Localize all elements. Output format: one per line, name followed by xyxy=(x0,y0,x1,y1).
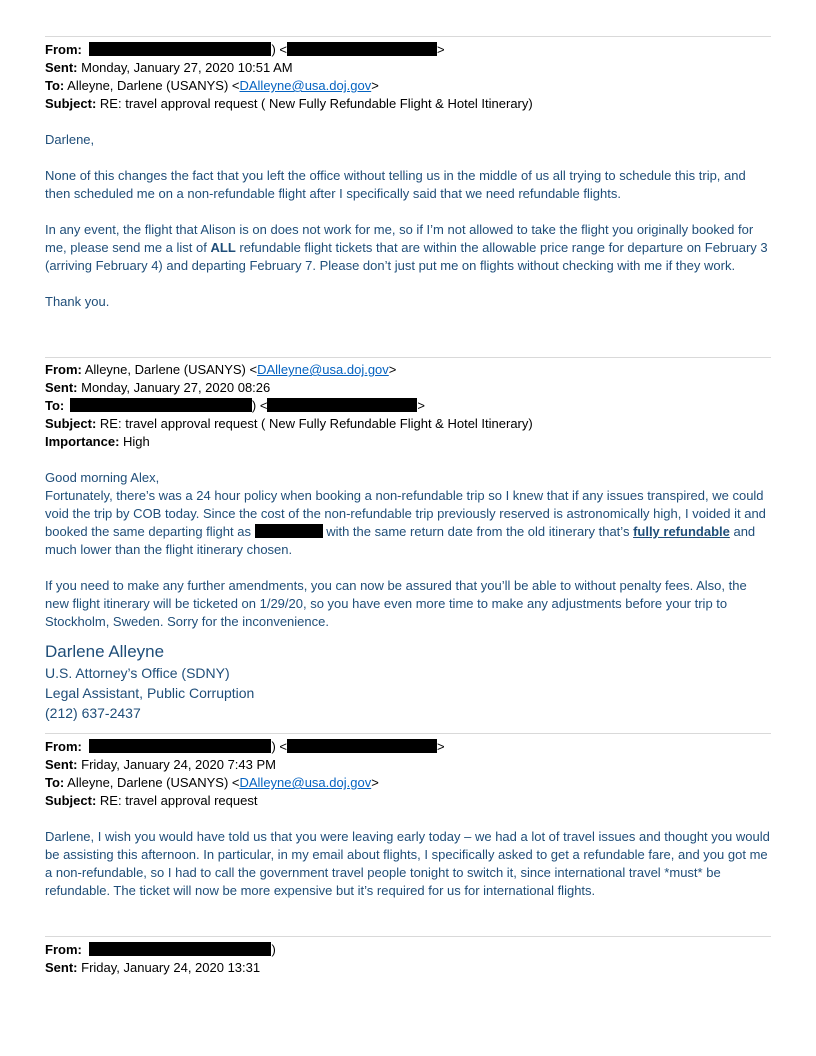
to-email-link[interactable]: DAlleyne@usa.doj.gov xyxy=(239,775,372,790)
redaction-box xyxy=(255,524,323,538)
sent-line xyxy=(45,59,771,77)
sent-line xyxy=(45,756,771,774)
to-name: Alleyne, Darlene (USANYS) < xyxy=(67,78,240,93)
paragraph: None of this changes the fact that you left the office without telling us in the middle of us all trying to schedule this trip, and then scheduled me on a non-refundable flight after I specifically said that we need refundable flights. xyxy=(45,168,746,201)
from-end: > xyxy=(437,739,445,754)
to-label: To: xyxy=(45,398,65,413)
greeting: Good morning Alex, xyxy=(45,470,160,485)
importance-label: Importance: xyxy=(45,434,120,449)
paragraph-text: refundable flight tickets that are within the allowable price range for departure on February 3 (arriving February 4) and departing February 7. Please don’t just put me on flights without checking with me if they work. xyxy=(45,240,768,273)
divider xyxy=(45,733,771,734)
email-header xyxy=(45,361,771,451)
from-label: From: xyxy=(45,942,82,957)
from-end: > xyxy=(388,362,397,377)
from-email-link[interactable]: DAlleyne@usa.doj.gov xyxy=(257,362,389,377)
subject-line xyxy=(45,415,771,433)
email-header xyxy=(45,941,771,977)
email-body xyxy=(45,828,771,900)
redaction-box xyxy=(89,42,271,56)
divider xyxy=(45,357,771,358)
sent-value: Friday, January 24, 2020 7:43 PM xyxy=(81,757,276,772)
closing: Thank you. xyxy=(45,294,110,309)
from-line xyxy=(45,361,771,379)
signature-name: Darlene Alleyne xyxy=(45,642,165,661)
signature-phone: (212) 637-2437 xyxy=(45,705,141,721)
subject-value: RE: travel approval request ( New Fully Refundable Flight & Hotel Itinerary) xyxy=(99,416,533,431)
redaction-box xyxy=(287,739,437,753)
redaction-box xyxy=(267,398,417,412)
sent-label: Sent: xyxy=(45,60,78,75)
subject-value: RE: travel approval request xyxy=(99,793,258,808)
to-email-link[interactable]: DAlleyne@usa.doj.gov xyxy=(239,78,372,93)
sent-label: Sent: xyxy=(45,960,78,975)
from-line xyxy=(45,738,771,756)
sent-value: Monday, January 27, 2020 10:51 AM xyxy=(81,60,293,75)
sent-label: Sent: xyxy=(45,757,78,772)
subject-label: Subject: xyxy=(45,416,97,431)
subject-line xyxy=(45,95,771,113)
subject-value: RE: travel approval request ( New Fully Refundable Flight & Hotel Itinerary) xyxy=(99,96,533,111)
to-end: > xyxy=(371,775,379,790)
to-name: Alleyne, Darlene (USANYS) < xyxy=(67,775,240,790)
email-body xyxy=(45,469,771,631)
email-header xyxy=(45,41,771,113)
from-label: From: xyxy=(45,362,82,377)
from-line xyxy=(45,41,771,59)
paragraph-text: Fortunately, there’s was a 24 hour policy when booking a non-refundable trip so I knew that if any issues transpired, we could void the trip by COB today. Since the cost of the non-refundable trip previously reserved is astronomically high, I voided it and booked the same departing flight as xyxy=(45,488,766,539)
divider xyxy=(45,936,771,937)
signature-office: U.S. Attorney’s Office (SDNY) xyxy=(45,665,230,681)
from-label: From: xyxy=(45,739,82,754)
paragraph: Darlene, I wish you would have told us that you were leaving early today – we had a lot of travel issues and thought you would be assisting this afternoon. In particular, in my email about flights, I specifically asked to get a refundable fare, and you got me a non-refundable, so I had to call the government travel people tonight to switch it, since international travel *must* be refundable. The ticket will now be more expensive but it’s required for us for international flights. xyxy=(45,829,770,898)
emphasis-fully-refundable: fully refundable xyxy=(633,524,730,539)
divider xyxy=(45,36,771,37)
paragraph: If you need to make any further amendments, you can now be assured that you’ll be able to without penalty fees. Also, the new flight itinerary will be ticketed on 1/29/20, so you have even more time to make any adjustments before your trip to Stockholm, Sweden. Sorry for the inconvenience. xyxy=(45,578,747,629)
sent-label: Sent: xyxy=(45,380,78,395)
to-line xyxy=(45,774,771,792)
to-separator: ) < xyxy=(251,398,268,413)
signature xyxy=(45,641,771,723)
paragraph xyxy=(45,487,771,559)
sent-line xyxy=(45,959,771,977)
from-separator: ) < xyxy=(271,739,288,754)
from-separator: ) < xyxy=(271,42,288,57)
emphasis-all: ALL xyxy=(210,240,236,255)
sent-line xyxy=(45,379,771,397)
redaction-box xyxy=(89,739,271,753)
redaction-box xyxy=(70,398,252,412)
to-label: To: xyxy=(45,78,65,93)
paragraph-text: and much lower than the flight itinerary chosen. xyxy=(45,524,756,557)
from-end: > xyxy=(437,42,445,57)
greeting: Darlene, xyxy=(45,132,95,147)
from-end: ) xyxy=(271,942,276,957)
sent-value: Friday, January 24, 2020 13:31 xyxy=(81,960,261,975)
importance-line xyxy=(45,433,771,451)
from-line xyxy=(45,941,771,959)
paragraph-text: with the same return date from the old itinerary that’s xyxy=(322,524,634,539)
subject-label: Subject: xyxy=(45,793,97,808)
sent-value: Monday, January 27, 2020 08:26 xyxy=(81,380,271,395)
redaction-box xyxy=(89,942,271,956)
email-body xyxy=(45,131,771,311)
paragraph-text: In any event, the flight that Alison is on does not work for me, so if I’m not allowed to take the flight you originally booked for me, please send me a list of xyxy=(45,222,754,255)
to-end: > xyxy=(417,398,426,413)
email-thread xyxy=(45,36,771,977)
from-label: From: xyxy=(45,42,82,57)
paragraph xyxy=(45,221,771,275)
to-line xyxy=(45,77,771,95)
to-end: > xyxy=(371,78,379,93)
from-name: Alleyne, Darlene (USANYS) < xyxy=(84,362,258,377)
redaction-box xyxy=(287,42,437,56)
to-line xyxy=(45,397,771,415)
signature-title: Legal Assistant, Public Corruption xyxy=(45,685,255,701)
to-label: To: xyxy=(45,775,65,790)
subject-label: Subject: xyxy=(45,96,97,111)
importance-value: High xyxy=(123,434,150,449)
subject-line xyxy=(45,792,771,810)
email-header xyxy=(45,738,771,810)
